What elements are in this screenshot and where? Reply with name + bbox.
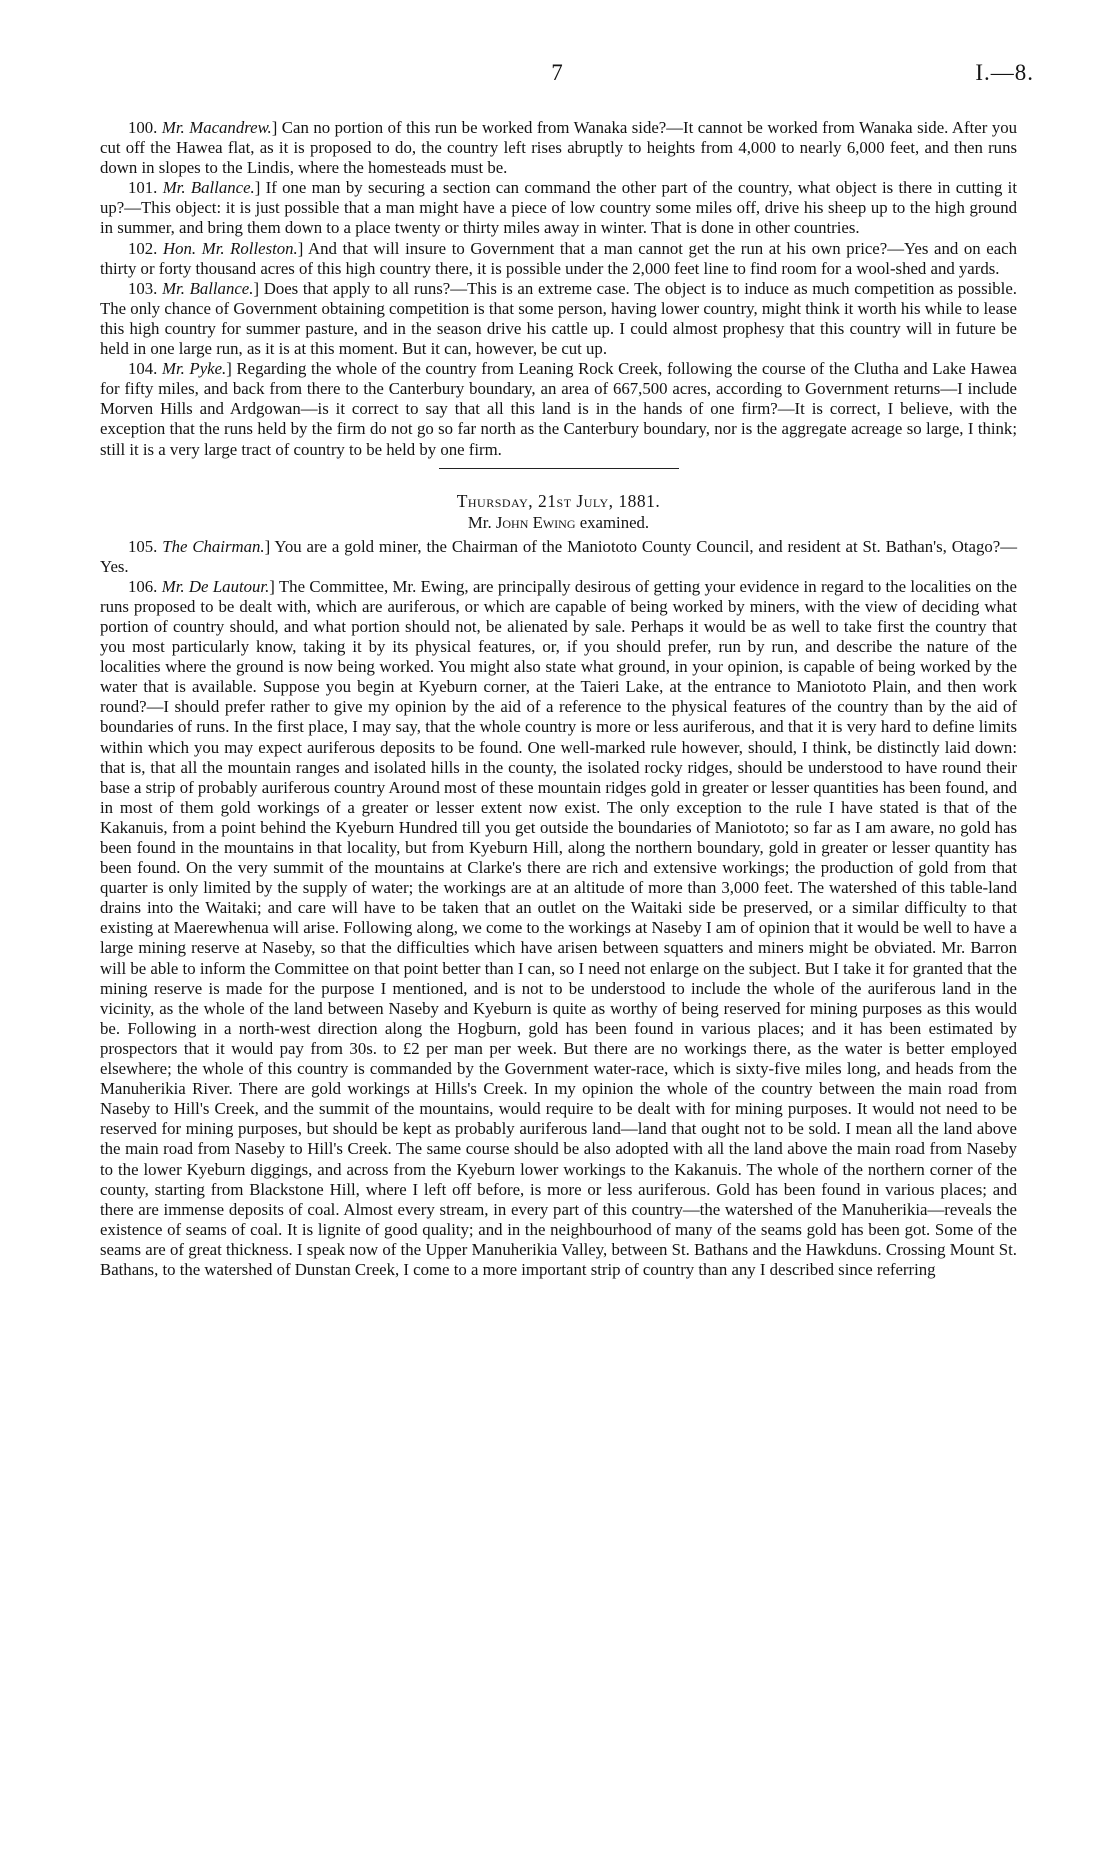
question-paragraph: 102. Hon. Mr. Rolleston.] And that will insure to Government that a man cannot get the run at his own price?—Yes and on each thirty or forty thousand acres of this high country there, it is possible under the 2,000 feet line to find room for a wool-shed and yards. [100,238,1017,278]
section-divider [439,468,679,469]
question-number: 100. [128,118,158,137]
document-reference: I.—8. [975,60,1034,85]
question-text: Can no portion of this run be worked from Wanaka side?—It cannot be worked from Wanaka side. After you cut off the Hawea flat, as it is proposed to do, the country left rises abruptly to heights from 4,000 to nearly 6,000 feet, and then runs down in slopes to the Lindis, where the homesteads must be. [100,118,1017,178]
question-text: You are a gold miner, the Chairman of the Maniototo County Council, and resident at St. Bathan's, Otago?—Yes. [100,536,1017,576]
question-text: The Committee, Mr. Ewing, are principally desirous of getting your evidence in regard to the localities on the runs proposed to be dealt with, which are auriferous, or which are capable of being worked by miners, with the view of deciding what portion of country should, and what portion should not, be alienated by sale. Perhaps it would be as well to take first the country that you most particularly know, taking it by its physical features, or, if you should prefer, run by run, and describe the nature of the localities where the ground is now being worked. You might also state what ground, in your opinion, is capable of being worked by the water that is available. Suppose you begin at Kyeburn corner, at the Taieri Lake, at the entrance to Maniototo Plain, and then work round?—I should prefer rather to give my opinion by the aid of a reference to the physical features of the country than by the aid of boundaries of runs. In the first place, I may say, that the whole country is more or less auriferous, and that it is very hard to define limits within which you may expect auriferous deposits to be found. One well-marked rule however, should, I think, be distinctly laid down: that is, that all the mountain ranges and isolated hills in the county, the isolated rocky ridges, should be understood to have round their base a strip of probably auriferous country Around most of these mountain ridges gold in greater or lesser quantities has been found, and in most of them gold workings of a greater or lesser extent now exist. The only exception to the rule I have stated is that of the Kakanuis, from a point behind the Kyeburn Hundred till you get outside the boundaries of Maniototo; so far as I am aware, no gold has been found in the mountains in that locality, but from Kyeburn Hill, along the northern boundary, gold in greater or lesser quantity has been found. On the very summit of the mountains at Clarke's there are rich and extensive workings; the production of gold from that quarter is only limited by the supply of water; the workings are at an altitude of more than 3,000 feet. The watershed of this table-land drains into the Waitaki; and care will have to be taken that an outlet on the Waitaki side be preserved, or a similar difficulty to that existing at Maerewhenua will arise. Following along, we come to the workings at Naseby I am of opinion that it would be well to have a large mining reserve at Naseby, so that the difficulties which have arisen between squatters and miners might be obviated. Mr. Barron will be able to inform the Committee on that point better than I can, so I need not enlarge on the subject. But I take it for granted that the mining reserve is made for the purpose I mentioned, and is not to be understood to include the whole of the auriferous land in the vicinity, as the whole of the land between Naseby and Kyeburn is quite as worthy of being reserved for mining purposes as this would be. Following in a north-west direction along the Hogburn, gold has been found in various places; and it has been estimated by prospectors that it would pay from 30s. to £2 per man per week. But there are no workings there, as the water is better employed elsewhere; the whole of this country is commanded by the Government water-race, which is sixty-five miles long, and heads from the Manuherikia River. There are gold workings at Hills's Creek. In my opinion the whole of the country between the main road from Naseby to Hill's Creek, and the summit of the mountains, would require to be dealt with for mining purposes. It would not need to be reserved for mining purposes, but should be kept as probably auriferous land—land that ought not to be sold. I mean all the land above the main road from Naseby to Hill's Creek. The same course should be also adopted with all the land above the main road from Naseby to the lower Kyeburn diggings, and across from the Kyeburn lower workings to the Kakanuis. The whole of the northern corner of the county, starting from Blackstone Hill, where I left off before, is more or less auriferous. Gold has been found in various places; and there are immense deposits of coal. Almost every stream, in every part of this country—the watershed of the Manuherikia—reveals the existence of seams of coal. It is lignite of good quality; and in the neighbourhood of many of the seams gold has been got. Some of the seams are of great thickness. I speak now of the Upper Manuherikia Valley, between St. Bathans and the Hawkduns. Crossing Mount St. Bathans, to the watershed of Dunstan Creek, I come to a more important strip of country than any I described since referring [100,576,1017,1279]
question-number: 106. [128,576,158,596]
speaker: Mr. Ballance. [162,278,254,298]
question-number: 103. [128,278,158,298]
speaker: Mr. Macandrew. [161,118,272,137]
witness-suffix: examined. [575,512,650,532]
page-body [100,118,1017,1280]
question-paragraph: 106. Mr. De Lautour.] The Committee, Mr. Ewing, are principally desirous of getting your evidence in regard to the localities on the runs proposed to be dealt with, which are auriferous, or which are capable of being worked by miners, with the view of deciding what portion of country should, and what portion should not, be alienated by sale. Perhaps it would be as well to take first the country that you most particularly know, taking it by its physical features, or, if you should prefer, run by run, and describe the nature of the localities where the ground is now being worked. You might also state what ground, in your opinion, is capable of being worked by the water that is available. Suppose you begin at Kyeburn corner, at the Taieri Lake, at the entrance to Maniototo Plain, and then work round?—I should prefer rather to give my opinion by the aid of a reference to the physical features of the country than by the aid of boundaries of runs. In the first place, I may say, that the whole country is more or less auriferous, and that it is very hard to define limits within which you may expect auriferous deposits to be found. One well-marked rule however, should, I think, be distinctly laid down: that is, that all the mountain ranges and isolated hills in the county, the isolated rocky ridges, should be understood to have round their base a strip of probably auriferous country Around most of these mountain ridges gold in greater or lesser quantities has been found, and in most of them gold workings of a greater or lesser extent now exist. The only exception to the rule I have stated is that of the Kakanuis, from a point behind the Kyeburn Hundred till you get outside the boundaries of Maniototo; so far as I am aware, no gold has been found in the mountains in that locality, but from Kyeburn Hill, along the northern boundary, gold in greater or lesser quantity has been found. On the very summit of the mountains at Clarke's there are rich and extensive workings; the production of gold from that quarter is only limited by the supply of water; the workings are at an altitude of more than 3,000 feet. The watershed of this table-land drains into the Waitaki; and care will have to be taken that an outlet on the Waitaki side be preserved, or a similar difficulty to that existing at Maerewhenua will arise. Following along, we come to the workings at Naseby I am of opinion that it would be well to have a large mining reserve at Naseby, so that the difficulties which have arisen between squatters and miners might be obviated. Mr. Barron will be able to inform the Committee on that point better than I can, so I need not enlarge on the subject. But I take it for granted that the mining reserve is made for the purpose I mentioned, and is not to be understood to include the whole of the auriferous land in the vicinity, as the whole of the land between Naseby and Kyeburn is quite as worthy of being reserved for mining purposes as this would be. Following in a north-west direction along the Hogburn, gold has been found in various places; and it has been estimated by prospectors that it would pay from 30s. to £2 per man per week. But there are no workings there, as the water is better employed elsewhere; the whole of this country is commanded by the Government water-race, which is sixty-five miles long, and heads from the Manuherikia River. There are gold workings at Hills's Creek. In my opinion the whole of the country between the main road from Naseby to Hill's Creek, and the summit of the mountains, would require to be dealt with for mining purposes. It would not need to be reserved for mining purposes, but should be kept as probably auriferous land—land that ought not to be sold. I mean all the land above the main road from Naseby to Hill's Creek. The same course should be also adopted with all the land above the main road from Naseby to the lower Kyeburn diggings, and across from the Kyeburn lower workings to the Kakanuis. The whole of the northern corner of the county, starting from Blackstone Hill, where I left off before, is more or less auriferous. Gold has been found in various places; and there are immense deposits of coal. Almost every stream, in every part of this country—the watershed of the Manuherikia—reveals the existence of seams of coal. It is lignite of good quality; and in the neighbourhood of many of the seams gold has been got. Some of the seams are of great thickness. I speak now of the Upper Manuherikia Valley, between St. Bathans and the Hawkduns. Crossing Mount St. Bathans, to the watershed of Dunstan Creek, I come to a more important strip of country than any I described since referring [100,576,1017,1279]
question-paragraph: 105. The Chairman.] You are a gold miner, the Chairman of the Maniototo County Council, and resident at St. Bathan's, Otago?—Yes. [100,536,1017,576]
speaker: Mr. Ballance. [162,178,255,198]
question-number: 105. [128,536,158,556]
question-paragraph: 103. Mr. Ballance.] Does that apply to all runs?—This is an extreme case. The object is to induce as much competition as possible. The only chance of Government obtaining competition is that some person, having lower country, might think it worth his while to lease this high country for summer pasture, and in the season drive his cattle up. I could almost prophesy that this country will in future be held in one large run, as it is at this moment. But it can, however, be cut up. [100,278,1017,359]
question-paragraph: 101. Mr. Ballance.] If one man by securing a section can command the other part of the country, what object is there in cutting it up?—This object: it is just possible that a man might have a piece of low country some miles off, drive his sheep up to the high ground in summer, and bring them down to a place twenty or thirty miles away in winter. That is done in other countries. [100,178,1017,238]
question-paragraph: 104. Mr. Pyke.] Regarding the whole of the country from Leaning Rock Creek, following the course of the Clutha and Lake Hawea for fifty miles, and back from there to the Canterbury boundary, an area of 667,500 acres, according to Government returns—I include Morven Hills and Ardgowan—is it correct to say that all this land is in the hands of one firm?—It is correct, I believe, with the exception that the runs held by the firm do not go so far north as the Canterbury boundary, nor is the aggregate acreage so large, I think; still it is a very large tract of country to be held by one firm. [100,359,1017,459]
question-text: If one man by securing a section can command the other part of the country, what object is there in cutting it up?—This object: it is just possible that a man might have a piece of low country some miles off, drive his sheep up to the high ground in summer, and bring them down to a place twenty or thirty miles away in winter. That is done in other countries. [100,178,1017,238]
speaker: Mr. De Lautour. [161,576,270,596]
speaker: Mr. Pyke. [161,359,227,379]
question-number: 101. [128,178,158,198]
page-number: 7 [551,60,563,85]
question-number: 104. [128,359,158,379]
question-text: Regarding the whole of the country from Leaning Rock Creek, following the course of the Clutha and Lake Hawea for fifty miles, and back from there to the Canterbury boundary, an area of 667,500 acres, according to Government returns—I include Morven Hills and Ardgowan—is it correct to say that all this land is in the hands of one firm?—It is correct, I believe, with the exception that the runs held by the firm do not go so far north as the Canterbury boundary, nor is the aggregate acreage so large, I think; still it is a very large tract of country to be held by one firm. [100,359,1017,459]
speaker: Hon. Mr. Rolleston. [163,238,298,258]
question-text: And that will insure to Government that a man cannot get the run at his own price?—Yes and on each thirty or forty thousand acres of this high country there, it is possible under the 2,000 feet line to find room for a wool-shed and yards. [100,238,1017,278]
question-paragraph: 100. Mr. Macandrew.] Can no portion of this run be worked from Wanaka side?—It cannot be worked from Wanaka side. After you cut off the Hawea flat, as it is proposed to do, the country left rises abruptly to heights from 4,000 to nearly 6,000 feet, and then runs down in slopes to the Lindis, where the homesteads must be. [100,118,1017,178]
question-number: 102. [128,238,158,258]
witness-prefix: Mr. [467,512,496,532]
date-heading: Thursday, 21st July, 1881. [456,490,661,511]
witness-heading [100,512,1017,534]
witness-name: John Ewing [495,512,576,532]
question-text: Does that apply to all runs?—This is an extreme case. The object is to induce as much competition as possible. The only chance of Government obtaining competition is that some person, having lower country, might think it worth his while to lease this high country for summer pasture, and in the season drive his cattle up. I could almost prophesy that this country will in future be held in one large run, as it is at this moment. But it can, however, be cut up. [100,278,1017,359]
speaker: The Chairman. [162,536,265,556]
